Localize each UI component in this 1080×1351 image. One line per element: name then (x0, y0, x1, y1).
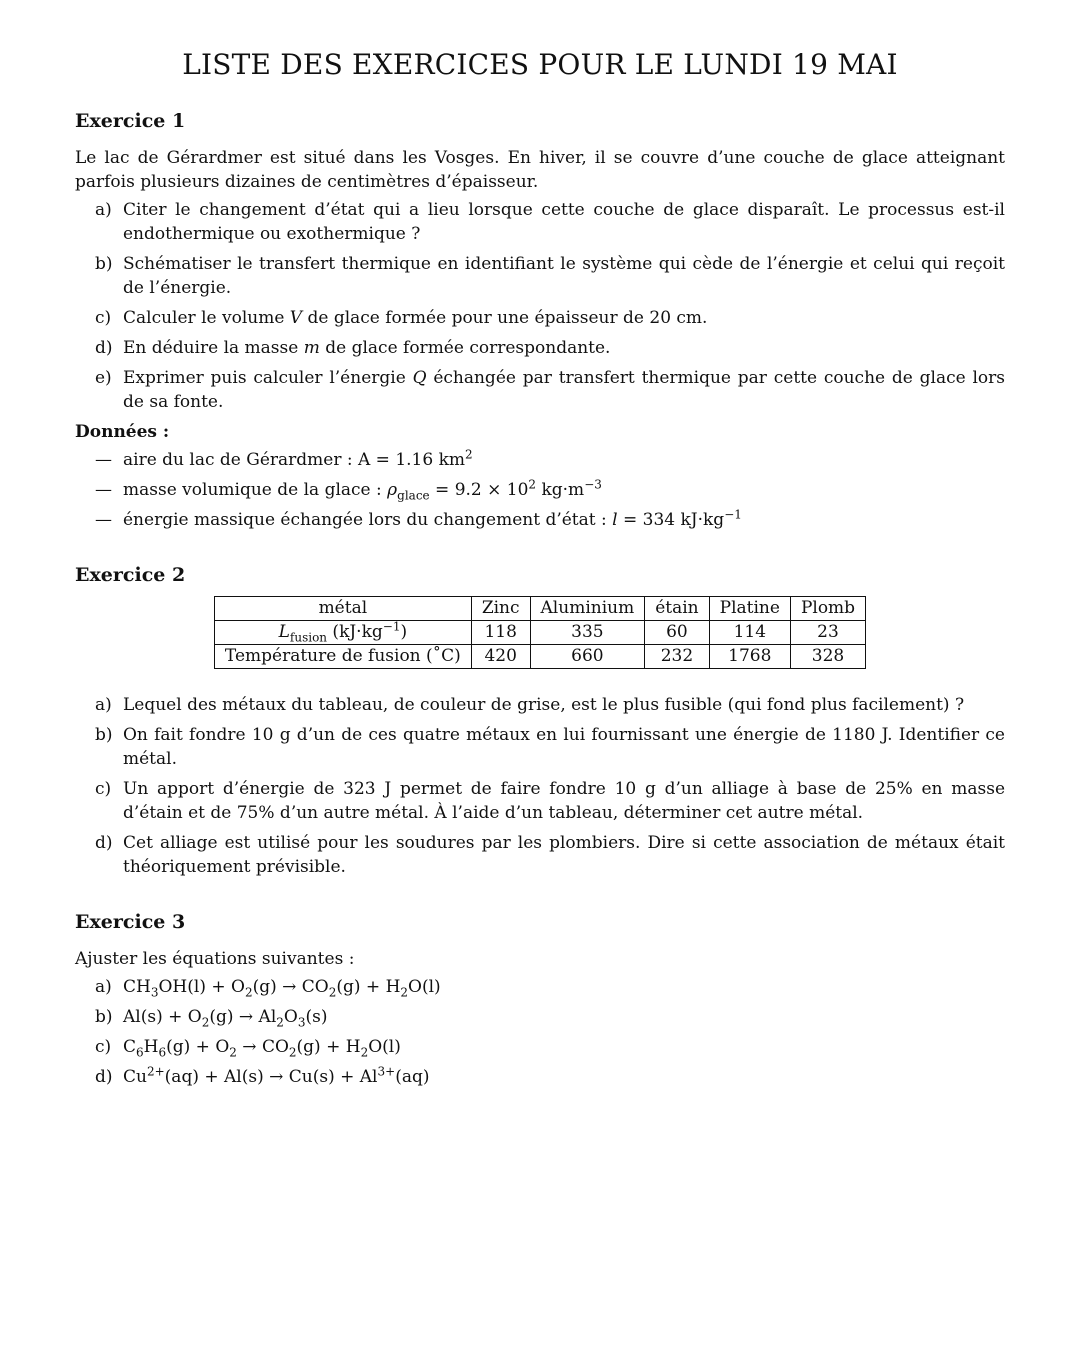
unit-text: kg·m (536, 480, 585, 500)
superscript: −3 (584, 477, 602, 492)
unit-text: ) (400, 622, 408, 642)
rho-symbol: ρ (387, 480, 398, 500)
variable-l: l (612, 510, 618, 530)
subscript: 2 (201, 1015, 210, 1030)
subscript: 3 (297, 1015, 306, 1030)
question-text-post: de glace formée pour une épaisseur de 20 cm. (302, 308, 708, 328)
formula-text: H (143, 1037, 159, 1057)
subscript: 6 (158, 1045, 167, 1060)
subscript: 2 (360, 1045, 369, 1060)
question-text: Un apport d’énergie de 323 J permet de faire fondre 10 g d’un alliage à base de 25% en masse d’étain et de 75% d’un autre métal. À l’aide d’un tableau, déterminer cet autre métal. (123, 779, 1005, 823)
equation-label: b) (95, 1007, 113, 1027)
question-text-pre: En déduire la masse (123, 338, 304, 358)
data-item (75, 508, 1005, 532)
exercise-3-intro: Ajuster les équations suivantes : (75, 949, 355, 969)
symbol-l: L (278, 622, 290, 642)
table-header-cell: Zinc (471, 597, 530, 621)
dash-bullet: — (95, 450, 112, 470)
question-label: d) (95, 833, 113, 853)
question-item (75, 336, 1005, 360)
question-label: b) (95, 254, 113, 274)
page-title: LISTE DES EXERCICES POUR LE LUNDI 19 MAI (182, 48, 898, 81)
formula-text: O(l) (408, 977, 441, 997)
table-header-cell: Plomb (790, 597, 865, 621)
subscript: 2 (244, 985, 253, 1000)
table-header-row (214, 597, 865, 621)
formula-text: (aq) (395, 1067, 430, 1087)
data-heading: Données : (75, 422, 170, 442)
data-text: énergie massique échangée lors du changement d’état : (123, 510, 613, 530)
dash-bullet: — (95, 480, 112, 500)
table-cell: 420 (471, 645, 530, 669)
question-item (75, 777, 1005, 825)
data-list (75, 448, 1005, 532)
subscript: fusion (289, 630, 328, 645)
equation-label: a) (95, 977, 112, 997)
table-cell: 335 (530, 621, 645, 645)
exercise-2-questions (75, 693, 1005, 879)
table-cell: 1768 (709, 645, 790, 669)
table-cell: 60 (645, 621, 709, 645)
equation-item (75, 1065, 1005, 1089)
data-text: = 334 kJ·kg (617, 510, 725, 530)
equation-item (75, 975, 1005, 999)
superscript: −1 (724, 507, 742, 522)
question-item (75, 366, 1005, 414)
table-cell: 23 (790, 621, 865, 645)
row-label-temperature: Température de fusion (˚C) (214, 645, 471, 669)
formula-text: CH (123, 977, 151, 997)
superscript: 2+ (146, 1064, 165, 1079)
data-text: = 9.2 × 10 (429, 480, 529, 500)
exercise-1-intro: Le lac de Gérardmer est situé dans les Vosges. En hiver, il se couvre d’une couche de glace atteignant parfois plusieurs dizaines de centimètres d’épaisseur. (75, 148, 1005, 192)
equations-list (75, 975, 1005, 1089)
question-text-post: échangée par transfert thermique par cette couche de glace lors de sa fonte. (123, 368, 1006, 412)
question-label: a) (95, 695, 112, 715)
exercise-1-questions (75, 198, 1005, 414)
data-text: aire du lac de Gérardmer : A = 1.16 km (123, 450, 466, 470)
exercise-2-heading: Exercice 2 (75, 564, 186, 586)
question-item (75, 723, 1005, 771)
subscript: 2 (288, 1045, 297, 1060)
equation-label: c) (95, 1037, 112, 1057)
formula-text: Al(s) + O (123, 1007, 202, 1027)
superscript: 2 (528, 477, 537, 492)
table-cell: 118 (471, 621, 530, 645)
question-item (75, 198, 1005, 246)
variable-q: Q (412, 368, 427, 388)
formula-text: OH(l) + O (158, 977, 245, 997)
row-label-lfusion (214, 621, 471, 645)
subscript: 6 (136, 1045, 144, 1060)
subscript: 2 (400, 985, 409, 1000)
formula-text: (aq) + Al(s) → Cu(s) + Al (164, 1067, 378, 1087)
formula-text: (g) + O (166, 1037, 230, 1057)
question-text: Lequel des métaux du tableau, de couleur de grise, est le plus fusible (qui fond plus facilement) ? (123, 695, 965, 715)
table-cell: 328 (790, 645, 865, 669)
question-item (75, 693, 1005, 717)
question-label: e) (95, 368, 112, 388)
question-label: a) (95, 200, 112, 220)
question-text-pre: Exprimer puis calculer l’énergie (123, 368, 413, 388)
equation-item (75, 1005, 1005, 1029)
exercise-3 (75, 909, 1005, 1089)
data-text: masse volumique de la glace : (123, 480, 388, 500)
formula-text: O(l) (368, 1037, 401, 1057)
table-cell: 114 (709, 621, 790, 645)
question-item (75, 306, 1005, 330)
formula-text: Cu (123, 1067, 147, 1087)
question-text: Schématiser le transfert thermique en identifiant le système qui cède de l’énergie et celui qui reçoit de l’énergie. (123, 254, 1005, 298)
table-header-cell: Aluminium (530, 597, 645, 621)
question-text: Citer le changement d’état qui a lieu lorsque cette couche de glace disparaît. Le processus est-il endothermique ou exothermique ? (123, 200, 1005, 244)
equation-label: d) (95, 1067, 113, 1087)
metals-table (214, 596, 866, 669)
exercise-1-heading: Exercice 1 (75, 110, 186, 132)
question-item (75, 831, 1005, 879)
formula-text: (g) + H (336, 977, 401, 997)
table-row (214, 621, 865, 645)
subscript: 3 (150, 985, 159, 1000)
question-text-post: de glace formée correspondante. (319, 338, 611, 358)
exercise-1 (75, 108, 1005, 532)
subscript: 2 (328, 985, 337, 1000)
subscript: 2 (229, 1045, 237, 1060)
exercise-3-heading: Exercice 3 (75, 911, 186, 933)
formula-text: (g) → Al (209, 1007, 277, 1027)
variable-m: m (303, 338, 320, 358)
table-cell: 232 (645, 645, 709, 669)
question-text: Cet alliage est utilisé pour les soudures par les plombiers. Dire si cette association de métaux était théoriquement prévisible. (123, 833, 1005, 877)
question-text-pre: Calculer le volume (123, 308, 290, 328)
formula-text: O (283, 1007, 298, 1027)
dash-bullet: — (95, 510, 112, 530)
exercise-2 (75, 562, 1005, 879)
question-item (75, 252, 1005, 300)
formula-text: C (123, 1037, 137, 1057)
question-label: c) (95, 308, 112, 328)
formula-text: → CO (236, 1037, 289, 1057)
superscript: 2 (465, 447, 473, 462)
formula-text: (g) → CO (252, 977, 329, 997)
table-header-cell: étain (645, 597, 709, 621)
question-text: On fait fondre 10 g d’un de ces quatre métaux en lui fournissant une énergie de 1180 J. Identifier ce métal. (123, 725, 1005, 769)
formula-text: (g) + H (296, 1037, 361, 1057)
table-header-label: métal (214, 597, 471, 621)
subscript: glace (397, 488, 430, 503)
superscript: −1 (382, 619, 401, 634)
data-item (75, 448, 1005, 472)
equation-item (75, 1035, 1005, 1059)
table-cell: 660 (530, 645, 645, 669)
table-row (214, 645, 865, 669)
formula-text: (s) (305, 1007, 328, 1027)
data-item (75, 478, 1005, 502)
unit-text: (kJ·kg (327, 622, 383, 642)
variable-v: V (289, 308, 303, 328)
question-label: d) (95, 338, 113, 358)
superscript: 3+ (377, 1064, 396, 1079)
subscript: 2 (276, 1015, 284, 1030)
question-label: b) (95, 725, 113, 745)
question-label: c) (95, 779, 112, 799)
table-header-cell: Platine (709, 597, 790, 621)
